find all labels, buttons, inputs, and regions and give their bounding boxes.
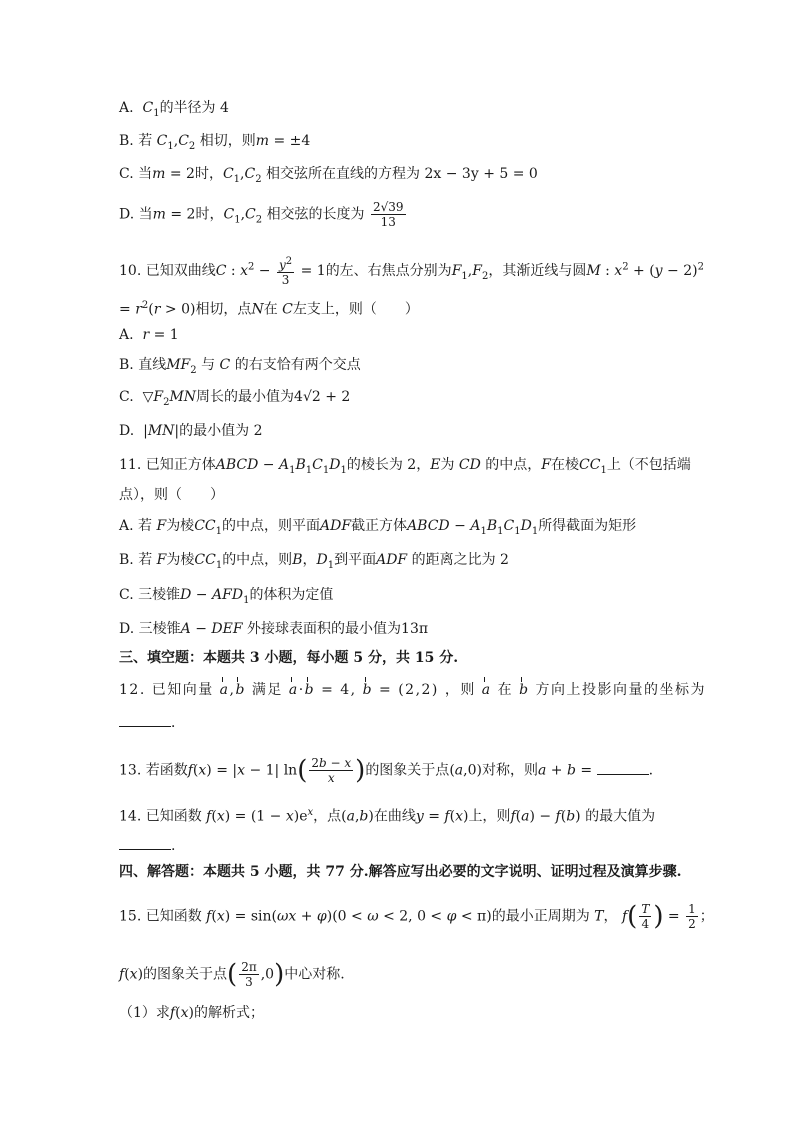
section-4-heading: 四、解答题：本题共 5 小题，共 77 分.解答应写出必要的文字说明、证明过程及演算步骤. <box>119 864 682 880</box>
q11-option-c: C. 三棱锥$D - AFD_1$的体积为定值 <box>119 587 334 606</box>
q10-option-d: D. |MN|的最小值为 2 <box>119 423 263 439</box>
q12-answer-blank: ． <box>119 712 185 733</box>
q9-option-b: B. 若 $C_1,C_2$ 相切，则m = ±4 <box>119 133 311 152</box>
q11-stem-line2: 点），则（ ） <box>119 487 224 503</box>
q9-option-a: A. $C_1$的半径为 4 <box>119 100 229 119</box>
q11-option-b: B. 若 F为棱$CC_1$的中点，则B，$D_1$到平面ADF 的距离之比为 2 <box>119 552 509 571</box>
q15-stem-line1: 15. 已知函数 f(x) = sin(ωx + φ)(0 < ω < 2, 0 < φ < π)的最小正周期为 T， f( $\frac{T}{4}$ ) = $\frac{1}{2}$ ； <box>119 901 714 932</box>
q10-option-a: A. r = 1 <box>119 327 179 343</box>
q10-option-c: C. $▽F_2MN$周长的最小值为4√2 + 2 <box>119 389 351 408</box>
section-3-heading: 三、填空题：本题共 3 小题，每小题 5 分，共 15 分. <box>119 650 459 666</box>
q11-option-a: A. 若 F为棱$CC_1$的中点，则平面ADF截正方体ABCD − $A_1B_1C_1D_1$所得截面为矩形 <box>119 518 637 537</box>
q13-stem: 13. 若函数f(x) = |x − 1| ln( $\frac{2b - x}{x}$ )的图象关于点(a,0)对称，则a + b = . <box>119 755 654 786</box>
q10-stem-line1: 10. 已知双曲线C : $x^2$ − $\frac{y^2}{3}$ = 1的左、右焦点分别为$F_1,F_2$，其渐近线与圆M : $x^2 + (y - 2)^2$ <box>119 256 704 287</box>
q10-option-b: B. 直线$MF_2$ 与 C 的右支恰有两个交点 <box>119 357 361 376</box>
q9-option-c: C. 当m = 2时，$C_1,C_2$ 相交弦所在直线的方程为 2x − 3y + 5 = 0 <box>119 166 538 185</box>
q15-stem-line2: f(x)的图象关于点( $\frac{2\pi}{3}$ ,0)中心对称. <box>119 959 345 990</box>
q14-stem: 14. 已知函数 $f(x) = (1 - x)e^x$，点(a,b)在曲线y = f(x)上，则f(a) − f(b) 的最大值为 <box>119 807 656 825</box>
q11-stem-line1: 11. 已知正方体ABCD − $A_1B_1C_1D_1$的棱长为 2，E为 CD 的中点，F在棱$CC_1$上（不包括端 <box>119 457 691 476</box>
q10-stem-line2: = $r^2(r > 0)$相切，点N在 C左支上，则（ ） <box>119 300 419 318</box>
q12-stem: 12. 已知向量 a,b 满足 a·b = 4, b = (2,2) ，则 a 在 b 方向上投影向量的坐标为 <box>119 682 706 698</box>
q11-option-d: D. 三棱锥A − DEF 外接球表面积的最小值为13π <box>119 621 429 637</box>
q15-subquestion-1: （1）求f(x)的解析式； <box>119 1005 264 1021</box>
q9-option-d: D. 当m = 2时，$C_1,C_2$ 相交弦的长度为 $\frac{2√39}{13}$ <box>119 200 404 229</box>
q14-answer-blank: . <box>119 835 175 856</box>
